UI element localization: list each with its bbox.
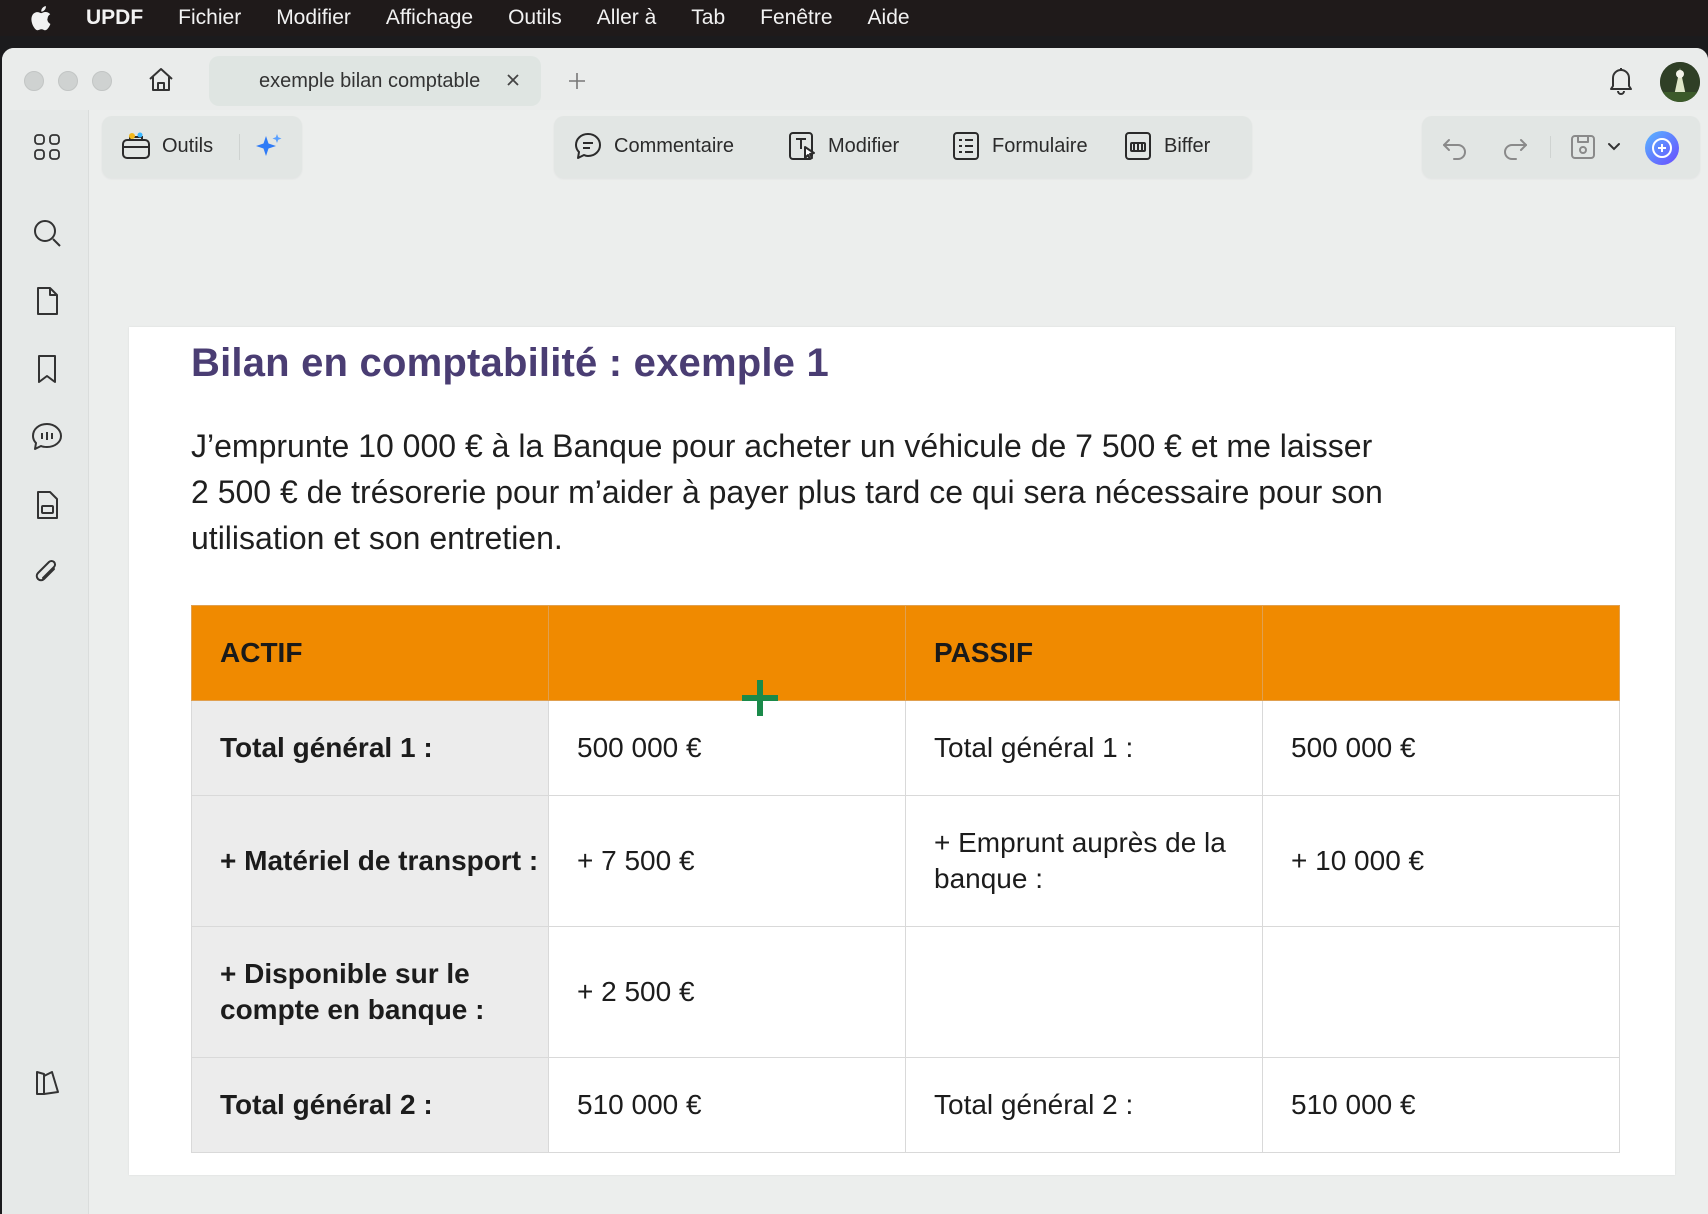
tools-panel: [102, 116, 302, 178]
actions-panel: [1422, 116, 1700, 178]
page-icon[interactable]: [30, 284, 64, 318]
balance-sheet-table: [191, 605, 1620, 1153]
ai-assistant-icon[interactable]: [1642, 128, 1682, 168]
menu-tab[interactable]: Tab: [691, 6, 726, 29]
edit-mode-button[interactable]: [786, 130, 899, 162]
paragraph-line: utilisation et son entretien.: [191, 520, 563, 556]
header-cell-passif: PASSIF: [906, 606, 1263, 701]
redo-icon[interactable]: [1500, 132, 1530, 162]
passif-label-cell: + Emprunt auprès de la banque :: [906, 796, 1263, 927]
menu-fenetre[interactable]: Fenêtre: [760, 6, 833, 29]
document-heading: Bilan en comptabilité : exemple 1: [191, 341, 829, 385]
comment-mode-button[interactable]: [572, 130, 734, 162]
actif-label-cell: Total général 2 :: [192, 1058, 549, 1153]
title-bar: [2, 48, 1708, 110]
passif-label-cell: Total général 1 :: [906, 701, 1263, 796]
redact-label: Biffer: [1164, 134, 1211, 157]
menu-outils[interactable]: Outils: [508, 6, 562, 29]
divider: [1550, 136, 1551, 158]
form-icon: [950, 130, 982, 162]
document-convert-icon[interactable]: [30, 488, 64, 522]
actif-value-cell: + 7 500 €: [549, 796, 906, 927]
edit-text-icon: [786, 130, 818, 162]
actif-value-cell: + 2 500 €: [549, 927, 906, 1058]
menu-affichage[interactable]: Affichage: [385, 6, 474, 29]
passif-label-cell: [906, 927, 1263, 1058]
zoom-window-button[interactable]: [92, 71, 112, 91]
close-window-button[interactable]: [24, 71, 44, 91]
comment-label: Commentaire: [614, 134, 735, 157]
table-row: [192, 927, 1620, 1058]
actif-label-cell: Total général 1 :: [192, 701, 549, 796]
new-tab-icon[interactable]: [564, 68, 590, 94]
bell-icon[interactable]: [1605, 64, 1637, 96]
passif-value-cell: [1263, 927, 1620, 1058]
app-window: [2, 48, 1708, 1214]
actif-value-cell: 500 000 €: [549, 701, 906, 796]
home-icon[interactable]: [144, 63, 178, 97]
apple-icon[interactable]: [30, 5, 60, 31]
ai-sparkle-icon[interactable]: [252, 130, 286, 164]
passif-value-cell: 500 000 €: [1263, 701, 1620, 796]
close-icon[interactable]: [501, 68, 525, 92]
actif-label-cell: + Disponible sur le compte en banque :: [192, 927, 549, 1058]
bookmark-icon[interactable]: [30, 352, 64, 386]
avatar[interactable]: [1660, 62, 1700, 102]
passif-value-cell: + 10 000 €: [1263, 796, 1620, 927]
minimize-window-button[interactable]: [58, 71, 78, 91]
crosshair-cursor-icon: [740, 678, 780, 718]
comments-list-icon[interactable]: [30, 420, 64, 454]
actif-label-cell: + Matériel de transport :: [192, 796, 549, 927]
menu-app-name[interactable]: UPDF: [86, 6, 144, 29]
chevron-down-icon[interactable]: [1606, 138, 1622, 154]
attachment-icon[interactable]: [30, 556, 64, 590]
tab-title: exemple bilan comptable: [259, 69, 481, 92]
header-cell-actif: ACTIF: [192, 606, 549, 701]
undo-icon[interactable]: [1440, 132, 1470, 162]
paragraph-line: J’emprunte 10 000 € à la Banque pour acheter un véhicule de 7 500 € et me laisser: [191, 428, 1373, 464]
header-cell-empty: [549, 606, 906, 701]
table-row: [192, 701, 1620, 796]
paragraph-line: 2 500 € de trésorerie pour m’aider à payer plus tard ce qui sera nécessaire pour son: [191, 474, 1383, 510]
menu-modifier[interactable]: Modifier: [276, 6, 351, 29]
document-tab[interactable]: [209, 56, 541, 106]
passif-label-cell: Total général 2 :: [906, 1058, 1263, 1153]
comment-icon: [572, 130, 604, 162]
header-cell-empty: [1263, 606, 1620, 701]
save-icon[interactable]: [1568, 132, 1598, 162]
menu-bar: [0, 0, 1708, 36]
toolbox-icon: [120, 130, 152, 162]
thumbnails-grid-icon[interactable]: [30, 130, 64, 164]
pdf-page[interactable]: [129, 327, 1675, 1175]
tools-button[interactable]: [120, 130, 213, 162]
form-label: Formulaire: [992, 134, 1088, 157]
redact-icon: [1122, 130, 1154, 162]
tools-label: Outils: [162, 134, 214, 157]
edit-label: Modifier: [828, 134, 900, 157]
passif-value-cell: 510 000 €: [1263, 1058, 1620, 1153]
menu-aller-a[interactable]: Aller à: [596, 6, 657, 29]
left-sidebar: [2, 110, 89, 1214]
search-icon[interactable]: [30, 216, 64, 250]
theme-palette-icon[interactable]: [30, 1065, 64, 1099]
actif-value-cell: 510 000 €: [549, 1058, 906, 1153]
form-mode-button[interactable]: [950, 130, 1088, 162]
menu-fichier[interactable]: Fichier: [178, 6, 242, 29]
redact-mode-button[interactable]: [1122, 130, 1210, 162]
table-row: [192, 796, 1620, 927]
menu-aide[interactable]: Aide: [867, 6, 910, 29]
document-paragraph: [191, 423, 1611, 561]
edit-modes-panel: [554, 116, 1252, 178]
table-row: [192, 1058, 1620, 1153]
divider: [239, 134, 240, 160]
table-header-row: [192, 606, 1620, 701]
